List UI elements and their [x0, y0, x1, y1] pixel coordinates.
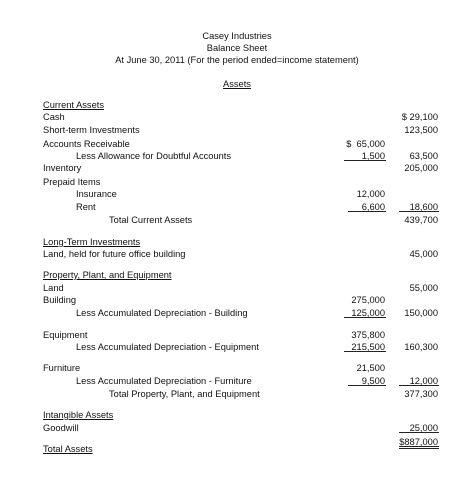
underline-goodwill	[399, 432, 439, 433]
rent-value: 6,600	[361, 202, 385, 212]
statement-title: Balance Sheet	[206, 43, 268, 53]
furniture-depreciation-value: 9,500	[361, 376, 385, 386]
allowance-doubtful-value: 1,500	[361, 151, 385, 161]
building-label: Building	[43, 295, 77, 305]
furniture-label: Furniture	[43, 363, 81, 373]
underline-prepaid-total	[399, 211, 439, 212]
furniture-depreciation-label: Less Accumulated Depreciation - Furniture	[76, 376, 252, 386]
building-depreciation-value: 125,000	[351, 308, 385, 318]
equipment-depreciation-label: Less Accumulated Depreciation - Equipment	[76, 342, 259, 352]
short-term-investments-label: Short-term Investments	[43, 125, 140, 135]
building-net-value: 150,000	[404, 308, 438, 318]
underline-building-dep	[344, 317, 386, 318]
goodwill-label: Goodwill	[43, 423, 79, 433]
short-term-investments-value: 123,500	[404, 125, 438, 135]
insurance-value: 12,000	[356, 189, 385, 199]
equipment-value: 375,800	[351, 330, 385, 340]
cash-label: Cash	[43, 112, 65, 122]
prepaid-items-label: Prepaid Items	[43, 177, 101, 187]
ppe-heading: Property, Plant, and Equipment	[43, 270, 172, 280]
company-name: Casey Industries	[202, 31, 272, 41]
land-held-value: 45,000	[409, 249, 438, 259]
current-assets-heading: Current Assets	[43, 100, 104, 110]
total-current-assets-label: Total Current Assets	[109, 215, 193, 225]
underline-furniture-net	[399, 385, 439, 386]
inventory-label: Inventory	[43, 163, 82, 173]
land-value: 55,000	[409, 283, 438, 293]
cash-value: $ 29,100	[401, 112, 438, 122]
furniture-value: 21,500	[356, 363, 385, 373]
underline-furniture-dep	[348, 385, 386, 386]
total-current-assets-value: 439,700	[404, 215, 438, 225]
underline-allowance	[344, 160, 386, 161]
accounts-receivable-gross: $ 65,000	[346, 139, 385, 149]
long-term-investments-heading: Long-Term Investments	[43, 237, 141, 247]
inventory-value: 205,000	[404, 163, 438, 173]
rent-label: Rent	[76, 202, 96, 212]
land-label: Land	[43, 283, 64, 293]
land-held-label: Land, held for future office building	[43, 249, 186, 259]
insurance-label: Insurance	[76, 189, 117, 199]
total-assets-label: Total Assets	[43, 444, 93, 454]
underline-rent	[348, 211, 386, 212]
statement-date: At June 30, 2011 (For the period ended=income statement)	[115, 55, 359, 65]
underline-equipment-dep	[344, 351, 386, 352]
building-depreciation-label: Less Accumulated Depreciation - Building	[76, 308, 248, 318]
equipment-depreciation-value: 215,500	[351, 342, 385, 352]
intangible-assets-heading: Intangible Assets	[43, 410, 114, 420]
goodwill-value: 25,000	[409, 423, 438, 433]
double-underline-total-bottom	[399, 448, 439, 449]
prepaid-total-value: 18,600	[409, 202, 438, 212]
building-value: 275,000	[351, 295, 385, 305]
equipment-label: Equipment	[43, 330, 88, 340]
section-heading-assets: Assets	[223, 79, 251, 89]
total-ppe-value: 377,300	[404, 389, 438, 399]
double-underline-total-top	[399, 446, 439, 447]
allowance-doubtful-label: Less Allowance for Doubtful Accounts	[76, 151, 232, 161]
total-ppe-label: Total Property, Plant, and Equipment	[109, 389, 260, 399]
total-assets-value: $887,000	[399, 437, 438, 447]
accounts-receivable-label: Accounts Receivable	[43, 139, 130, 149]
furniture-net-value: 12,000	[409, 376, 438, 386]
equipment-net-value: 160,300	[404, 342, 438, 352]
accounts-receivable-net: 63,500	[409, 151, 438, 161]
